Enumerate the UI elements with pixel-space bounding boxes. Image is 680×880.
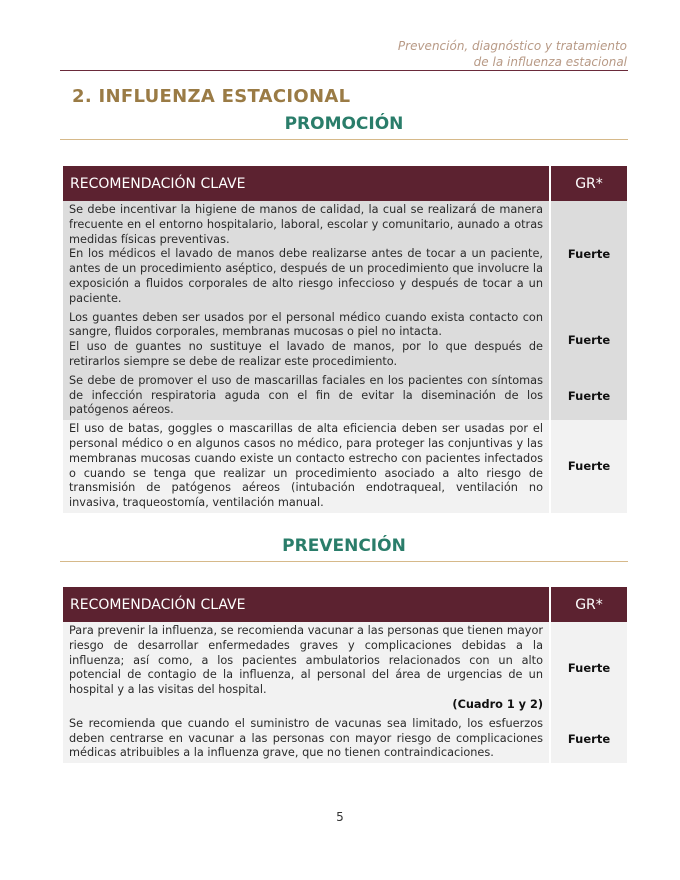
recommendation-cell (63, 309, 549, 372)
column-header-grade: GR* (551, 166, 627, 201)
page-number: 5 (336, 810, 344, 824)
table-row (63, 715, 627, 763)
recommendation-text: Para prevenir la influenza, se recomienda vacunar a las personas que tienen mayor riesgo de desarrollar enfermedades graves y complicaciones debidas a la influenza; así como, a los pacientes ambulatorios relacionados con un alto potencial de contagio de la influenza, al personal del área de urgencias de un hospital y a las visitas del hospital. (69, 624, 543, 697)
recommendation-text: Los guantes deben ser usados por el personal médico cuando exista contacto con sangre, fluidos corporales, membranas mucosas o piel no intacta. (69, 310, 543, 339)
promocion-divider (60, 139, 628, 140)
grade-cell: Fuerte (551, 201, 627, 309)
recommendation-cell (63, 372, 549, 420)
prevencion-divider (60, 561, 628, 562)
section-title: 2. INFLUENZA ESTACIONAL (72, 86, 351, 107)
table-row (63, 420, 627, 513)
recommendation-cell (63, 201, 549, 309)
recommendation-text: Se debe de promover el uso de mascarillas faciales en los pacientes con síntomas de infección respiratoria aguda con el fin de evitar la diseminación de los patógenos aéreos. (69, 373, 543, 417)
recommendation-text: El uso de guantes no sustituye el lavado de manos, por lo que después de retirarlos siempre se debe de realizar este procedimiento. (69, 340, 543, 368)
header-divider (60, 70, 628, 71)
grade-cell: Fuerte (551, 372, 627, 420)
table-row (63, 201, 627, 309)
grade-cell: Fuerte (551, 622, 627, 715)
promocion-heading: PROMOCIÓN (284, 114, 404, 134)
grade-cell: Fuerte (551, 715, 627, 763)
recommendation-text: En los médicos el lavado de manos debe realizarse antes de tocar a un paciente, antes de un procedimiento aséptico, después de un procedimiento que involucre la exposición a fluidos corporales de alto riesgo infeccioso y después de tocar a un paciente. (69, 247, 543, 305)
header-line-2: de la influenza estacional (473, 55, 627, 69)
header-line-1: Prevención, diagnóstico y tratamiento (397, 39, 627, 53)
recommendation-text: El uso de batas, goggles o mascarillas de alta eficiencia deben ser usadas por el personal médico o en algunos casos no médico, para proteger las conjuntivas y las membranas mucosas cuando existe un contacto estrecho con pacientes infectados o cuando se tenga que realizar un procedimiento asociado a alto riesgo de transmisión de patógenos aéreos (intubación endotraqueal, ventilación no invasiva, traqueostomía, ventilación manual. (69, 422, 543, 510)
recommendation-cell (63, 622, 549, 715)
table-row (63, 622, 627, 715)
recommendation-text: Se recomienda que cuando el suministro de vacunas sea limitado, los esfuerzos deben centrarse en vacunar a las personas con mayor riesgo de complicaciones médicas atribuibles a la influenza grave, que no tienen contraindicaciones. (69, 716, 543, 760)
prevencion-heading: PREVENCIÓN (282, 536, 406, 556)
recommendation-cell (63, 420, 549, 513)
table-row (63, 309, 627, 372)
document-header (398, 38, 627, 70)
recommendation-text: Se debe incentivar la higiene de manos de calidad, la cual se realizará de manera frecuente en el entorno hospitalario, laboral, escolar y comunitario, aunado a otras medidas físicas preventivas. (69, 203, 543, 246)
promocion-table (61, 166, 629, 513)
column-header-recommendation: RECOMENDACIÓN CLAVE (63, 587, 549, 622)
table-row (63, 372, 627, 420)
column-header-grade: GR* (551, 587, 627, 622)
reference-note: (Cuadro 1 y 2) (452, 697, 543, 711)
prevencion-table (61, 587, 629, 763)
column-header-recommendation: RECOMENDACIÓN CLAVE (63, 166, 549, 201)
recommendation-cell (63, 715, 549, 763)
grade-cell: Fuerte (551, 420, 627, 513)
grade-cell: Fuerte (551, 309, 627, 372)
